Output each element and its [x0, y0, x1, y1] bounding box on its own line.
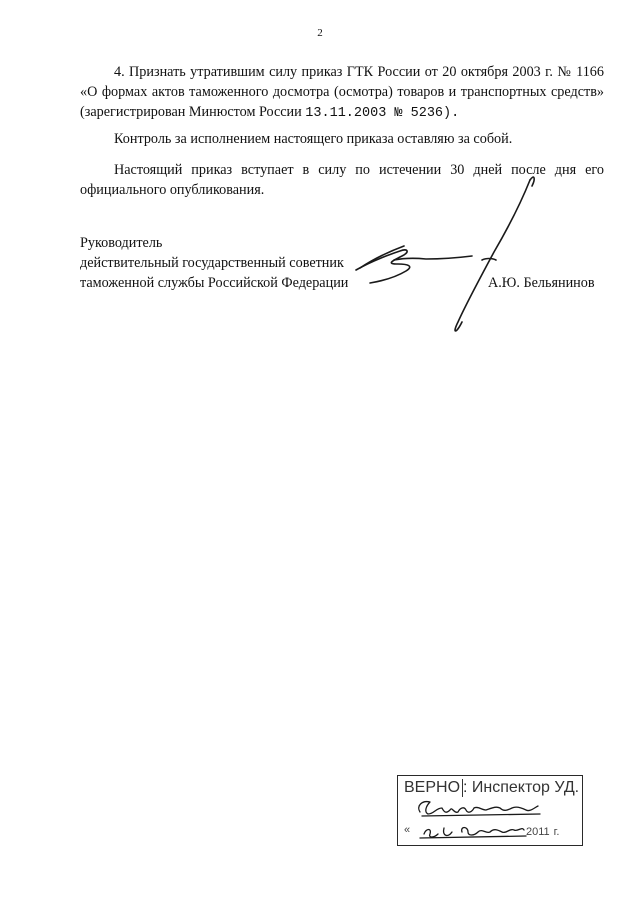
paragraph-control: Контроль за исполнением настоящего приказа оставляю за собой. — [114, 131, 513, 147]
page-number: 2 — [317, 27, 323, 39]
signatory-title-line-2: действительный государственный советник — [80, 255, 344, 271]
signatory-title-line-3: таможенной службы Российской Федерации — [80, 275, 349, 291]
paragraph-effective-date: Настоящий приказ вступает в силу по истечении 30 дней после дня его официального опубликования. — [80, 162, 604, 198]
signatory-title-line-1: Руководитель — [80, 235, 163, 251]
stamp-year-value: 2011 — [526, 826, 550, 838]
signatory-title-block — [80, 233, 348, 293]
stamp-verno: ВЕРНО — [404, 779, 463, 797]
paragraph-4-repeal — [80, 62, 604, 124]
stamp-year — [526, 826, 559, 838]
stamp-inspector: : Инспектор УД. — [463, 779, 580, 796]
certification-stamp — [397, 775, 583, 846]
paragraph-4-text: 4. Признать утратившим силу приказ ГТК России от 20 октября 2003 г. № 1166 «О формах актов таможенного досмотра (осмотра) товаров и транспортных средств» (зарегистрирован Минюстом России — [80, 64, 604, 120]
stamp-quote-open: « — [404, 824, 411, 836]
registration-date-number: 13.11.2003 № 5236). — [305, 106, 460, 121]
signatory-name: А.Ю. Бельянинов — [488, 275, 595, 291]
stamp-year-g: г. — [553, 826, 560, 838]
